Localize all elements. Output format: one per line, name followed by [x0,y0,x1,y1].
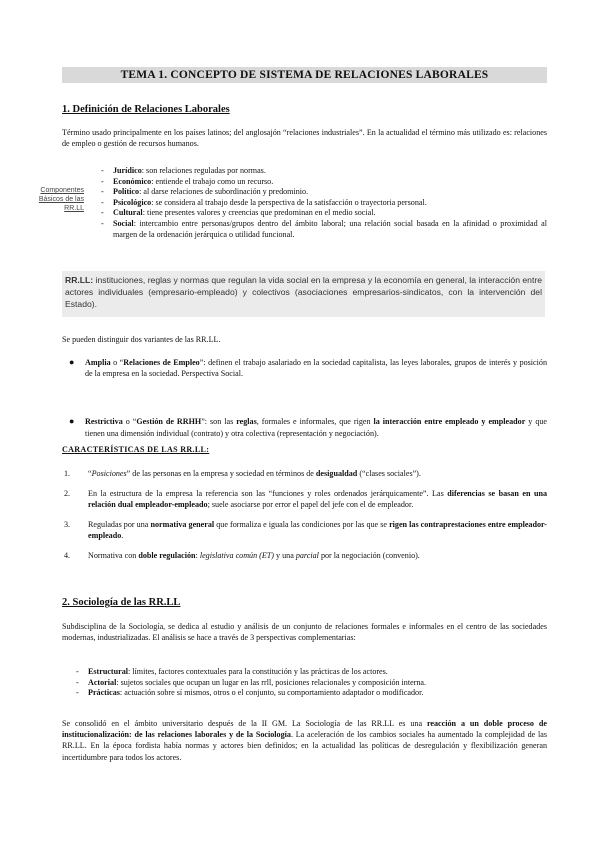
list-item [101,177,547,188]
perspective-text: : límites, factores contextuales para la constitución y las prácticas de los actores. [128,667,388,676]
variants-intro: Se pueden distinguir dos variantes de las RR.LL. [62,335,221,344]
document-title: TEMA 1. CONCEPTO DE SISTEMA DE RELACIONES LABORALES [62,67,547,83]
list-item [101,208,547,219]
item-bold: doble regulación [138,551,196,560]
item-text: (“clases sociales”). [357,469,421,478]
variant-text: y que tienen una dimensión individual (contrato) y otra colectiva (representación y negociación). [85,417,548,438]
section-1-intro: Término usado principalmente en los países latinos; del anglosajón “relaciones industriales”. En la actualidad el término más utilizado es: relaciones de empleo o gestión de recursos humanos. [62,128,547,149]
item-bold: rigen las contraprestaciones entre empleador-empleado [88,520,547,540]
variant-text: o “ [122,417,137,427]
section-1-heading: 1. Definición de Relaciones Laborales [62,104,230,115]
variant-text: , formales e informales, que rigen [256,417,374,427]
list-item [76,688,547,699]
component-text: : intercambio entre personas/grupos dentro del ámbito laboral; una relación social basada en la afinidad o proximidad al margen de la ordenación jerárquica o utilidad funcional. [113,218,547,239]
list-item [101,187,547,198]
components-list [101,166,547,240]
variant-text: o “ [110,358,124,367]
item-text: ; suele asociarse por error el papel del jefe con el de empleador. [207,500,414,509]
component-text: : son relaciones reguladas por normas. [141,166,266,175]
section-2-intro: Subdisciplina de la Sociología, se dedica al estudio y análisis de un conjunto de relaciones formales e informales en el centro de las sociedades modernas, industrializadas. El análisis se hace a través de 3 perspectivas complementarias: [62,622,547,643]
item-bold: normativa general [150,520,215,529]
list-item [101,166,547,177]
item-number: 2. [64,489,71,498]
perspectives-list [76,667,547,699]
list-item [62,468,547,479]
closing-text: . La aceleración de los cambios sociales ha aumentado la complejidad de las RR.LL. En la época fordista había normas y actores bien definidos; en la actualidad las políticas de desregulación y flexibilización generan incertidumbre para todos los actores. [62,730,547,762]
variant-text: ”: son las [201,417,237,427]
variant-text: ”: definen el trabajo asalariado en la sociedad capitalista, las leyes laborales, grupos de interés y posición de la empresa en la sociedad. Perspectiva Social. [85,358,547,379]
closing-emphasis: reacción a un doble proceso de institucionalización: de las relaciones laborales y de la Sociología [62,719,547,740]
section-2-closing [62,718,547,763]
item-text: “ [88,469,92,478]
component-text: : se considera al trabajo desde la perspectiva de la satisfacción o trayectoria personal. [151,197,427,207]
item-number: 1. [64,469,71,478]
variant-emphasis: la interacción entre empleado y empleador [373,417,526,427]
variant-term-name: Gestión de RRHH [136,417,202,427]
variant-term-name: Relaciones de Empleo [123,358,200,367]
closing-text: Se consolidó en el ámbito universitario después de la II GM. La Sociología de las RR.LL es una [62,719,427,728]
perspective-term: Actorial [88,677,117,687]
component-term: Jurídico [113,166,142,175]
perspective-term: Estructural [88,667,129,676]
item-text: Reguladas por una [88,520,151,529]
list-item [76,667,547,678]
item-italic: parcial [295,551,319,560]
margin-note: Componentes Básicos de las RR.LL [38,187,84,212]
characteristics-list [62,468,547,570]
component-text: : tiene presentes valores y creencias que predominan en el medio social. [142,208,376,218]
list-item [62,519,547,541]
variant-term: Restrictiva [85,417,123,427]
section-2-heading: 2. Sociología de las RR.LL [62,597,181,608]
item-italic: Posiciones [91,469,127,478]
item-bold: diferencias se basan en una relación dual empleador-empleado [88,489,548,509]
definition-box [62,271,545,317]
item-number: 3. [64,520,71,529]
component-term: Económico [113,176,152,186]
item-bold: desigualdad [315,469,358,478]
variant-restrictiva [62,416,547,438]
box-term: RR.LL: [65,275,94,285]
component-term: Político [113,187,140,197]
box-text: instituciones, reglas y normas que regulan la vida social en la empresa y la economía en general, la interacción entre actores individuales (empresario-empleado) y colectivos (asociaciones empresarios-sindicatos, con la intervención del Estado). [65,275,542,310]
list-item [62,550,547,561]
component-term: Psicológico [113,197,152,207]
bullet-icon: ● [69,416,75,427]
perspective-text: : sujetos sociales que ocupan un lugar en las rrll, posiciones relacionales y composición interna. [116,677,427,687]
component-term: Cultural [113,208,143,218]
bullet-icon: ● [69,357,75,367]
list-item [101,219,547,240]
item-number: 4. [64,551,71,560]
variant-amplia [62,357,547,379]
item-text: por la negociación (convenio). [318,551,420,560]
list-item [62,488,547,510]
list-item [101,198,547,209]
characteristics-heading: CARACTERÍSTICAS DE LAS RR.LL: [62,445,210,454]
item-text: Normativa con [88,551,139,560]
perspective-term: Prácticas [88,688,120,698]
item-text: ” de las personas en la empresa y sociedad en términos de [126,469,316,478]
item-text: . [121,531,124,540]
component-text: : al darse relaciones de subordinación y predominio. [139,187,309,197]
item-text: : [195,551,200,560]
item-text: En la estructura de la empresa la referencia son las “funciones y roles ordenados jerárquicamente”. Las [88,489,448,498]
item-text: y una [274,551,296,560]
variant-emphasis: reglas [236,417,257,427]
item-italic: legislativa común (ET) [199,551,275,560]
list-item [76,678,547,689]
variant-term: Amplia [85,358,111,367]
component-term: Social [113,218,134,228]
item-text: que formaliza e iguala las condiciones por las que se [214,520,390,529]
component-text: : entiende el trabajo como un recurso. [151,176,274,186]
perspective-text: : actuación sobre sí mismos, otros o el conjunto, su comportamiento adaptador o modificador. [119,688,424,698]
